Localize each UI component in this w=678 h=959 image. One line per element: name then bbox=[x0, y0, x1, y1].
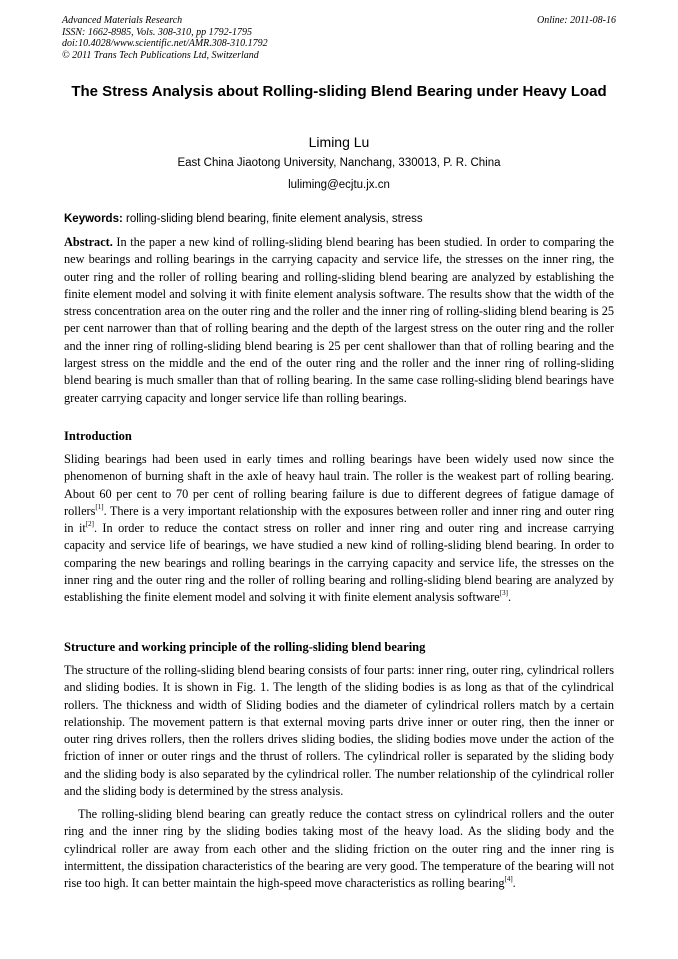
journal-name: Advanced Materials Research bbox=[62, 15, 183, 26]
author-email: luliming@ecjtu.jx.cn bbox=[288, 179, 390, 191]
structure-paragraph-1: The structure of the rolling-sliding blend bearing consists of four parts: inner ring, outer ring, cylindrical rollers and sliding bodies. It is shown in Fig. 1. The length of the sliding bodies is as long as that of the cylindrical rollers. The thickness and width of Sliding bodies and the diameter of cylindrical rollers match by a certain relationship. The movement pattern is that external moving parts drive inner or outer ring, then the inner or outer ring drives rollers, then the rollers drives sliding bodies, the sliding bodies move under the action of the friction of inner or outer rings and the thrust of rollers. The cylindrical roller is separated by the sliding body and the sliding body is also separated by the cylindrical roller. The number relationship of the cylindrical roller and the sliding body is determined by the stress analysis. bbox=[64, 663, 614, 799]
structure-text-2-end: . bbox=[512, 876, 516, 891]
keywords-label: Keywords: bbox=[64, 213, 123, 225]
abstract-label: Abstract. bbox=[64, 235, 113, 249]
intro-text-2: . There is a very important relationship with the exposures between roller and inner ring and outer ring in it bbox=[64, 503, 614, 536]
issn-line: ISSN: 1662-8985, Vols. 308-310, pp 1792-1795 bbox=[62, 26, 252, 38]
intro-text-4: . bbox=[507, 590, 512, 605]
author-affiliation: East China Jiaotong University, Nanchang, 330013, P. R. China bbox=[177, 157, 501, 169]
abstract-paragraph bbox=[64, 234, 614, 407]
online-date: Online: 2011-08-16 bbox=[537, 15, 616, 26]
structure-text-2: The rolling-sliding blend bearing can greatly reduce the contact stress on cylindrical rollers and the outer ring and the inner ring by the sliding bodies taking most of the heavy load. As the sliding body and the cylindrical roller are away from each other and the sliding friction on the outer ring and the inner ring is intermittent, the dissipation characteristics of the bearing are very good. The temperature of the bearing will not rise too high. It can better maintain the high-speed move characteristics as rolling bearing bbox=[64, 807, 614, 891]
copyright-line: © 2011 Trans Tech Publications Ltd, Switzerland bbox=[62, 49, 259, 61]
citation-4: [4] bbox=[504, 875, 513, 884]
intro-text-3: . In order to reduce the contact stress on roller and inner ring and outer ring and increase carrying capacity and service life of bearings, we have studied a new kind of rolling-sliding blend bearing. In order to comparing the new bearings and rolling bearings in the carrying capacity and service life, the stresses on the inner ring and the outer ring and the roller of rolling bearing and rolling-sliding blend bearing are analyzed by establishing the finite element model and solving it with finite element analysis software bbox=[64, 521, 614, 605]
introduction-paragraph bbox=[64, 451, 614, 607]
structure-paragraph-2 bbox=[64, 806, 614, 892]
paper-title: The Stress Analysis about Rolling-sliding Blend Bearing under Heavy Load bbox=[71, 83, 607, 100]
keywords-text: rolling-sliding blend bearing, finite element analysis, stress bbox=[126, 213, 423, 225]
citation-2: [2] bbox=[85, 520, 94, 529]
abstract-text: In the paper a new kind of rolling-sliding blend bearing has been studied. In order to comparing the new bearings and rolling bearings in the carrying capacity and service life, the stresses on the inner ring, the outer ring and the roller of rolling bearing and rolling-sliding blend bearing are analyzed by establishing the finite element model and solving it with finite element analysis software. The results show that the width of the stress concentration area on the outer ring and the roller and the inner ring of rolling-sliding blend bearing is 25 per cent narrower than that of rolling bearing and the depth of the largest stress on the outer ring and the roller and the inner ring of rolling-sliding blend bearing is 25 per cent shallower than that of rolling bearing and the largest stress on the middle and the end of the outer ring and the roller and the inner ring of rolling-sliding blend bearing is much smaller than that of rolling bearing. In the same case rolling-sliding blend bearings have greater carrying capacity and longer service life than rolling bearings. bbox=[64, 235, 614, 405]
doi-line: doi:10.4028/www.scientific.net/AMR.308-310.1792 bbox=[62, 38, 268, 49]
journal-header bbox=[62, 15, 616, 61]
introduction-heading: Introduction bbox=[64, 429, 132, 443]
citation-1: [1] bbox=[95, 502, 104, 511]
citation-3: [3] bbox=[499, 589, 508, 598]
structure-heading: Structure and working principle of the rolling-sliding blend bearing bbox=[64, 640, 426, 654]
keywords-line bbox=[64, 213, 616, 225]
intro-text-1: Sliding bearings had been used in early times and rolling bearings have been widely used now since the phenomenon of burning shaft in the axle of heavy haul train. The roller is the weakest part of rolling bearing. About 60 per cent to 70 per cent of rolling bearing failure is due to different degrees of fatigue damage of rollers bbox=[64, 452, 614, 518]
author-name: Liming Lu bbox=[308, 134, 370, 150]
